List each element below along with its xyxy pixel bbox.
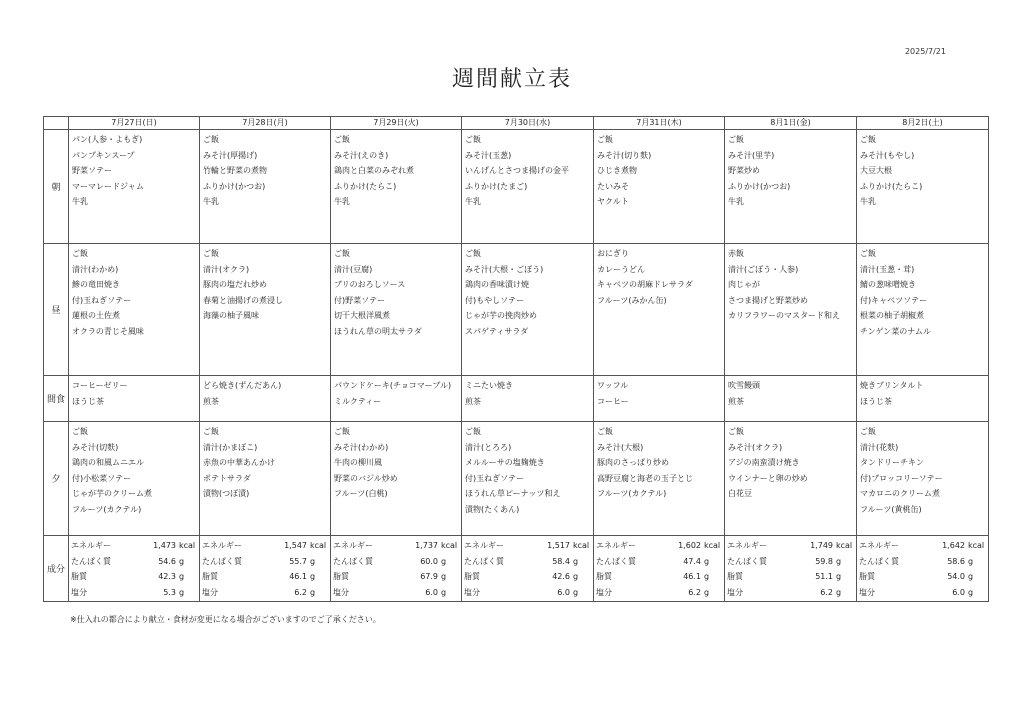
- nutrient-name: たんぱく質: [727, 556, 767, 566]
- nutrient-name: たんぱく質: [202, 556, 242, 566]
- lunch-cell: [462, 244, 594, 376]
- menu-item: 肉じゃが: [728, 280, 760, 290]
- nutrient-name: たんぱく質: [596, 556, 636, 566]
- menu-item: どら焼き(ずんだあん): [203, 381, 282, 390]
- menu-item: ブリのおろしソース: [334, 280, 406, 290]
- nutrition-line: [857, 538, 988, 554]
- page-title: 週間献立表: [451, 67, 572, 92]
- menu-item: ポテトサラダ: [203, 473, 251, 483]
- dinner-cell: [69, 422, 200, 536]
- nutrient-unit: g: [573, 572, 579, 582]
- nutrition-cell: [200, 536, 331, 602]
- nutrient-name: 脂質: [202, 572, 218, 582]
- nutrition-cell: [725, 536, 857, 602]
- nutrient-unit: g: [573, 587, 579, 597]
- menu-item: 牛乳: [203, 197, 219, 207]
- lunch-cell: [857, 244, 989, 376]
- nutrition-row: [44, 536, 989, 602]
- nutrition-label: 成分: [44, 536, 69, 602]
- breakfast-cell: [725, 130, 857, 244]
- menu-item: 付)野菜ソテー: [334, 295, 386, 305]
- nutrient-value: 51.1: [815, 572, 833, 582]
- nutrient-value: 1,737: [415, 541, 438, 550]
- nutrient-value: 46.1: [683, 572, 701, 582]
- nutrition-line: [594, 585, 724, 601]
- nutrient-value: 6.0: [557, 587, 570, 597]
- menu-item: ほうれん草の明太サラダ: [334, 326, 422, 336]
- nutrient-name: エネルギー: [202, 541, 242, 550]
- menu-item: コーヒー: [597, 396, 629, 406]
- nutrient-unit: kcal: [179, 541, 196, 550]
- nutrient-value: 1,473: [153, 541, 176, 550]
- menu-item: フルーツ(白桃): [334, 489, 388, 499]
- nutrition-line: [69, 538, 199, 554]
- menu-item: メルルーサの塩麹焼き: [465, 458, 545, 468]
- dinner-cell: [725, 422, 857, 536]
- menu-item: 牛乳: [728, 197, 744, 207]
- day-header: 7月28日(月): [200, 117, 331, 130]
- menu-item: 清汁(玉葱・茸): [860, 264, 915, 274]
- nutrient-unit: g: [441, 587, 447, 597]
- dinner-row: [44, 422, 989, 536]
- nutrient-name: たんぱく質: [333, 556, 373, 566]
- menu-item: ほうじ茶: [860, 396, 892, 406]
- menu-item: ご飯: [597, 427, 613, 436]
- menu-item: ご飯: [72, 249, 88, 258]
- nutrition-line: [725, 538, 856, 554]
- menu-item: じゃが芋のクリーム煮: [72, 489, 152, 499]
- menu-item: みそ汁(オクラ): [728, 442, 783, 452]
- nutrient-unit: kcal: [968, 541, 985, 550]
- menu-item: ミルクティー: [334, 396, 382, 406]
- menu-item: 竹輪と野菜の煮物: [203, 166, 267, 176]
- menu-item: スパゲティサラダ: [465, 326, 529, 336]
- snack-cell: [331, 376, 462, 422]
- menu-item: 牛乳: [860, 197, 876, 207]
- menu-item: みそ汁(切り麩): [597, 150, 652, 160]
- menu-item: みそ汁(えのき): [334, 150, 389, 160]
- nutrient-name: 塩分: [333, 587, 349, 597]
- menu-item: ご飯: [203, 135, 219, 144]
- menu-item: 吹雪饅頭: [728, 381, 760, 390]
- menu-item: 高野豆腐と海老の玉子とじ: [597, 473, 693, 483]
- menu-item: みそ汁(里芋): [728, 150, 775, 160]
- menu-item: みそ汁(もやし): [860, 150, 915, 160]
- menu-item: 清汁(ごぼう・人参): [728, 264, 799, 274]
- menu-item: 煎茶: [203, 396, 219, 406]
- nutrition-line: [331, 569, 461, 585]
- menu-item: 根菜の柚子胡椒煮: [860, 311, 924, 321]
- menu-item: ご飯: [72, 427, 88, 436]
- nutrient-name: エネルギー: [71, 541, 111, 550]
- day-header: 7月29日(火): [331, 117, 462, 130]
- snack-cell: [725, 376, 857, 422]
- lunch-cell: [594, 244, 725, 376]
- nutrition-line: [725, 554, 856, 570]
- menu-item: ふりかけ(たらこ): [860, 181, 923, 191]
- menu-item: 鶏肉と白菜のみぞれ煮: [334, 166, 414, 176]
- menu-item: 付)玉ねぎソテー: [465, 473, 525, 483]
- day-header: 7月30日(水): [462, 117, 594, 130]
- nutrition-line: [69, 554, 199, 570]
- menu-item: ご飯: [465, 427, 481, 436]
- nutrient-value: 1,547: [284, 541, 307, 550]
- menu-item: 付)キャベツソテー: [860, 295, 928, 305]
- menu-item: 牛肉の柳川風: [334, 458, 382, 468]
- nutrient-value: 6.2: [294, 587, 307, 597]
- menu-item: みそ汁(玉葱): [465, 150, 512, 160]
- menu-item: パン(人参・よもぎ): [72, 135, 143, 144]
- menu-item: ミニたい焼き: [465, 381, 513, 390]
- nutrition-line: [725, 585, 856, 601]
- menu-item: みそ汁(わかめ): [334, 442, 389, 452]
- menu-item: フルーツ(カクテル): [72, 504, 142, 514]
- nutrient-name: 脂質: [859, 572, 875, 582]
- breakfast-cell: [462, 130, 594, 244]
- menu-item: ご飯: [334, 135, 350, 144]
- menu-item: フルーツ(カクテル): [597, 489, 667, 499]
- nutrient-value: 1,749: [810, 541, 833, 550]
- menu-item: アジの南蛮漬け焼き: [728, 458, 800, 468]
- menu-item: 鶏肉の香味漬け焼: [465, 280, 529, 290]
- nutrition-line: [331, 585, 461, 601]
- menu-item: 野菜のバジル炒め: [334, 473, 398, 483]
- menu-item: 蓮根の土佐煮: [72, 311, 120, 321]
- menu-item: 赤飯: [728, 249, 744, 258]
- nutrition-line: [69, 585, 199, 601]
- nutrient-unit: g: [968, 587, 974, 597]
- nutrition-line: [462, 538, 593, 554]
- menu-item: マカロニのクリーム煮: [860, 489, 940, 499]
- nutrient-unit: g: [441, 556, 447, 566]
- menu-item: ウインナーと卵の炒め: [728, 473, 808, 483]
- menu-item: フルーツ(黄桃缶): [860, 504, 922, 514]
- nutrient-name: エネルギー: [859, 541, 899, 550]
- corner-cell: [44, 117, 69, 130]
- menu-item: 清汁(かまぼこ): [203, 442, 258, 452]
- menu-item: おにぎり: [597, 249, 629, 258]
- menu-item: 野菜ソテー: [72, 166, 112, 176]
- nutrient-unit: kcal: [573, 541, 590, 550]
- menu-item: 切干大根洋風煮: [334, 311, 390, 321]
- menu-item: ご飯: [334, 249, 350, 258]
- nutrient-value: 58.6: [947, 556, 965, 566]
- menu-item: ご飯: [465, 135, 481, 144]
- menu-item: 清汁(わかめ): [72, 264, 119, 274]
- nutrition-cell: [331, 536, 462, 602]
- menu-item: 海藻の柚子風味: [203, 311, 259, 321]
- lunch-cell: [725, 244, 857, 376]
- menu-item: 鶏肉の和風ムニエル: [72, 458, 144, 468]
- menu-item: ご飯: [728, 427, 744, 436]
- dinner-cell: [331, 422, 462, 536]
- menu-item: 野菜炒め: [728, 166, 760, 176]
- nutrient-unit: g: [704, 556, 710, 566]
- nutrition-cell: [69, 536, 200, 602]
- menu-item: いんげんとさつま揚げの金平: [465, 166, 569, 176]
- nutrient-value: 1,517: [547, 541, 570, 550]
- menu-item: 赤魚の中華あんかけ: [203, 458, 275, 468]
- weekly-menu-table: [43, 116, 989, 602]
- nutrition-line: [857, 569, 988, 585]
- nutrient-unit: g: [836, 587, 842, 597]
- nutrient-value: 5.3: [163, 587, 176, 597]
- day-header: 8月2日(土): [857, 117, 989, 130]
- lunch-cell: [200, 244, 331, 376]
- lunch-row: [44, 244, 989, 376]
- snack-cell: [200, 376, 331, 422]
- nutrient-unit: g: [573, 556, 579, 566]
- nutrient-value: 6.0: [952, 587, 965, 597]
- menu-item: ふりかけ(たらこ): [334, 181, 397, 191]
- nutrient-unit: kcal: [836, 541, 853, 550]
- menu-item: 煎茶: [728, 396, 744, 406]
- menu-item: ご飯: [465, 249, 481, 258]
- menu-item: 煎茶: [465, 396, 481, 406]
- dinner-cell: [462, 422, 594, 536]
- nutrition-line: [462, 554, 593, 570]
- menu-item: ご飯: [728, 135, 744, 144]
- menu-item: タンドリーチキン: [860, 458, 924, 468]
- menu-item: 清汁(オクラ): [203, 264, 250, 274]
- snack-cell: [857, 376, 989, 422]
- nutrition-line: [200, 585, 330, 601]
- nutrient-unit: g: [836, 556, 842, 566]
- menu-item: 牛乳: [465, 197, 481, 207]
- breakfast-cell: [594, 130, 725, 244]
- breakfast-row: [44, 130, 989, 244]
- menu-item: 春菊と油揚げの煮浸し: [203, 295, 283, 305]
- nutrition-line: [594, 538, 724, 554]
- nutrient-value: 60.0: [420, 556, 438, 566]
- nutrient-name: 塩分: [202, 587, 218, 597]
- menu-item: 牛乳: [72, 197, 88, 207]
- menu-item: ふりかけ(かつお): [203, 181, 266, 191]
- menu-item: ひじき煮物: [597, 166, 637, 176]
- menu-item: 漬物(たくあん): [465, 504, 520, 514]
- nutrient-value: 47.4: [683, 556, 701, 566]
- menu-item: 豚肉のさっぱり炒め: [597, 458, 669, 468]
- menu-item: 鯵の竜田焼き: [72, 280, 120, 290]
- lunch-cell: [331, 244, 462, 376]
- menu-item: じゃが芋の挽肉炒め: [465, 311, 537, 321]
- header-row: [44, 117, 989, 130]
- menu-item: みそ汁(大根・ごぼう): [465, 264, 544, 274]
- menu-item: 焼きプリンタルト: [860, 381, 924, 390]
- breakfast-cell: [331, 130, 462, 244]
- nutrient-value: 46.1: [289, 572, 307, 582]
- dinner-cell: [857, 422, 989, 536]
- nutrition-line: [200, 554, 330, 570]
- nutrient-unit: g: [836, 572, 842, 582]
- nutrition-cell: [594, 536, 725, 602]
- menu-item: ほうれん草ピーナッツ和え: [465, 489, 561, 499]
- menu-item: 漬物(つぼ漬): [203, 489, 250, 499]
- menu-item: 付)ブロッコリーソテー: [860, 473, 943, 483]
- menu-item: オクラの青じそ風味: [72, 326, 144, 336]
- menu-item: チンゲン菜のナムル: [860, 326, 931, 336]
- nutrient-value: 42.3: [158, 572, 176, 582]
- nutrient-name: 脂質: [464, 572, 480, 582]
- day-header: 8月1日(金): [725, 117, 857, 130]
- breakfast-cell: [69, 130, 200, 244]
- day-header: 7月27日(日): [69, 117, 200, 130]
- nutrient-value: 59.8: [815, 556, 833, 566]
- nutrient-unit: g: [968, 572, 974, 582]
- menu-item: マーマレードジャム: [72, 181, 144, 191]
- snack-cell: [69, 376, 200, 422]
- menu-item: ご飯: [860, 135, 876, 144]
- menu-item: ヤクルト: [597, 197, 629, 207]
- menu-item: さつま揚げと野菜炒め: [728, 295, 808, 305]
- dinner-cell: [594, 422, 725, 536]
- nutrient-unit: g: [704, 587, 710, 597]
- menu-item: 牛乳: [334, 197, 350, 207]
- menu-item: 大豆大根: [860, 166, 892, 176]
- nutrient-value: 54.6: [158, 556, 176, 566]
- nutrition-line: [200, 569, 330, 585]
- nutrient-unit: g: [310, 587, 316, 597]
- nutrition-line: [462, 569, 593, 585]
- menu-item: 清汁(豆腐): [334, 264, 373, 274]
- nutrient-value: 58.4: [552, 556, 570, 566]
- nutrient-value: 67.9: [420, 572, 438, 582]
- nutrient-name: エネルギー: [464, 541, 504, 550]
- nutrient-name: たんぱく質: [859, 556, 899, 566]
- nutrient-unit: g: [179, 556, 185, 566]
- nutrient-name: 脂質: [71, 572, 87, 582]
- menu-item: カレーうどん: [597, 264, 645, 274]
- nutrition-cell: [462, 536, 594, 602]
- day-header: 7月31日(木): [594, 117, 725, 130]
- footnote: ※仕入れの都合により献立・食材が変更になる場合がございますのでご了承ください。: [70, 615, 381, 624]
- nutrient-value: 54.0: [947, 572, 965, 582]
- snack-cell: [594, 376, 725, 422]
- menu-item: パンプキンスープ: [72, 150, 135, 160]
- nutrient-unit: kcal: [310, 541, 327, 550]
- nutrition-line: [331, 554, 461, 570]
- menu-item: カリフラワーのマスタード和え: [728, 311, 840, 321]
- nutrient-value: 55.7: [289, 556, 307, 566]
- nutrition-line: [331, 538, 461, 554]
- menu-item: ご飯: [203, 249, 219, 258]
- nutrition-line: [200, 538, 330, 554]
- nutrient-name: 脂質: [727, 572, 743, 582]
- nutrient-name: 塩分: [859, 587, 875, 597]
- breakfast-cell: [200, 130, 331, 244]
- menu-item: キャベツの胡麻ドレサラダ: [597, 280, 693, 290]
- nutrient-name: エネルギー: [596, 541, 636, 550]
- menu-item: フルーツ(みかん缶): [597, 295, 667, 305]
- menu-item: ご飯: [860, 427, 876, 436]
- nutrition-line: [857, 554, 988, 570]
- menu-item: ふりかけ(たまご): [465, 181, 528, 191]
- nutrient-name: 塩分: [596, 587, 612, 597]
- nutrient-value: 1,642: [942, 541, 965, 550]
- menu-item: コーヒーゼリー: [72, 381, 128, 390]
- nutrient-name: 塩分: [71, 587, 87, 597]
- nutrition-line: [725, 569, 856, 585]
- nutrition-line: [462, 585, 593, 601]
- nutrient-unit: g: [704, 572, 710, 582]
- snack-row: [44, 376, 989, 422]
- nutrient-unit: g: [179, 572, 185, 582]
- lunch-label: 昼: [44, 244, 69, 376]
- menu-item: 清汁(とろろ): [465, 442, 512, 452]
- nutrient-name: たんぱく質: [464, 556, 504, 566]
- menu-item: みそ汁(厚揚げ): [203, 150, 258, 160]
- menu-item: みそ汁(大根): [597, 442, 644, 452]
- nutrient-unit: g: [968, 556, 974, 566]
- nutrient-unit: g: [310, 572, 316, 582]
- snack-cell: [462, 376, 594, 422]
- nutrient-value: 42.6: [552, 572, 570, 582]
- nutrient-value: 6.2: [820, 587, 833, 597]
- menu-item: 清汁(花麩): [860, 442, 899, 452]
- nutrition-line: [594, 554, 724, 570]
- breakfast-label: 朝: [44, 130, 69, 244]
- nutrition-cell: [857, 536, 989, 602]
- menu-item: たいみそ: [597, 181, 629, 191]
- nutrient-name: 塩分: [464, 587, 480, 597]
- menu-item: パウンドケーキ(チョコマーブル): [334, 381, 452, 390]
- menu-item: 付)小松菜ソテー: [72, 473, 132, 483]
- nutrient-value: 1,602: [678, 541, 701, 550]
- nutrient-name: 塩分: [727, 587, 743, 597]
- menu-item: 豚肉の塩だれ炒め: [203, 280, 267, 290]
- menu-item: ほうじ茶: [72, 396, 104, 406]
- nutrient-unit: g: [310, 556, 316, 566]
- menu-item: ご飯: [203, 427, 219, 436]
- snack-label: 間食: [44, 376, 69, 422]
- nutrition-line: [857, 585, 988, 601]
- nutrient-unit: kcal: [704, 541, 721, 550]
- nutrient-unit: g: [441, 572, 447, 582]
- menu-item: 付)もやしソテー: [465, 295, 525, 305]
- menu-item: 鯖の葱味噌焼き: [860, 280, 916, 290]
- menu-item: ご飯: [860, 249, 876, 258]
- nutrient-name: たんぱく質: [71, 556, 111, 566]
- dinner-cell: [200, 422, 331, 536]
- nutrient-name: 脂質: [333, 572, 349, 582]
- nutrient-name: エネルギー: [727, 541, 767, 550]
- nutrient-value: 6.2: [688, 587, 701, 597]
- nutrient-name: 脂質: [596, 572, 612, 582]
- lunch-cell: [69, 244, 200, 376]
- nutrient-name: エネルギー: [333, 541, 373, 550]
- nutrient-unit: kcal: [441, 541, 458, 550]
- breakfast-cell: [857, 130, 989, 244]
- menu-item: ふりかけ(かつお): [728, 181, 791, 191]
- menu-item: みそ汁(切麩): [72, 442, 119, 452]
- nutrition-line: [69, 569, 199, 585]
- menu-item: ご飯: [597, 135, 613, 144]
- menu-item: ワッフル: [597, 381, 629, 390]
- print-date: 2025/7/21: [904, 47, 946, 56]
- nutrient-unit: g: [179, 587, 185, 597]
- nutrition-line: [594, 569, 724, 585]
- dinner-label: 夕: [44, 422, 69, 536]
- menu-item: 白花豆: [728, 489, 752, 499]
- menu-item: ご飯: [334, 427, 350, 436]
- menu-item: 付)玉ねぎソテー: [72, 295, 132, 305]
- nutrient-value: 6.0: [425, 587, 438, 597]
